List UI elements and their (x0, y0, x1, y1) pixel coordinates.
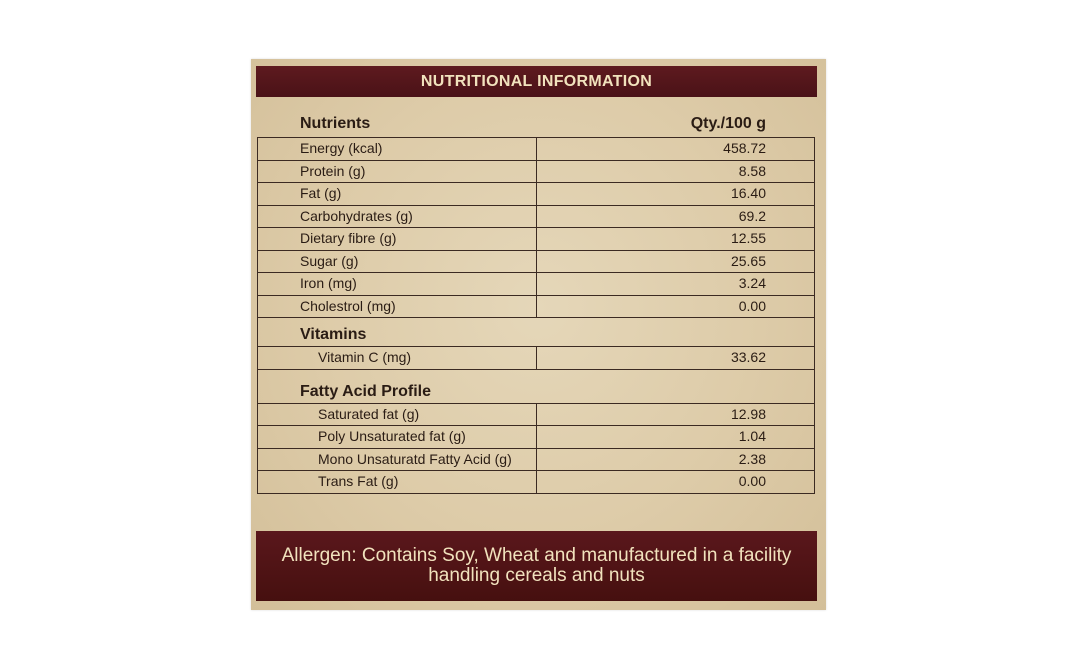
table-row (257, 183, 815, 206)
section-label-fatty-acid: Fatty Acid Profile (300, 382, 431, 400)
section-fatty-acid-profile (257, 370, 815, 404)
nutrient-value: 0.00 (738, 473, 766, 489)
nutrient-value: 8.58 (738, 162, 766, 179)
nutrient-value: 458.72 (723, 140, 766, 156)
nutrient-value: 25.65 (730, 252, 766, 269)
nutrient-value: 1.04 (738, 428, 766, 444)
nutrient-name: Mono Unsaturatd Fatty Acid (g) (258, 449, 537, 471)
nutrient-value: 33.62 (730, 349, 766, 365)
section-vitamins (257, 318, 815, 347)
table-row (257, 296, 815, 319)
table-row (257, 471, 815, 494)
allergen-bar (256, 531, 817, 601)
table-row (257, 449, 815, 472)
section-label-vitamins: Vitamins (300, 326, 367, 343)
nutrient-value: 2.38 (738, 450, 766, 467)
nutrient-value: 0.00 (738, 297, 766, 314)
nutrient-name: Cholestrol (mg) (258, 296, 537, 318)
nutrient-value: 16.40 (730, 185, 766, 201)
table-row (257, 138, 815, 161)
header-nutrients: Nutrients (300, 115, 371, 132)
nutrient-name: Iron (mg) (258, 273, 537, 295)
table-header-row (257, 107, 815, 138)
nutrient-name: Poly Unsaturated fat (g) (258, 426, 537, 448)
nutrient-name: Energy (kcal) (258, 138, 537, 160)
table-row (257, 404, 815, 427)
nutrient-name: Vitamin C (mg) (258, 347, 537, 369)
nutrient-name: Trans Fat (g) (258, 471, 537, 493)
nutrient-value: 69.2 (738, 207, 766, 224)
nutrient-name: Protein (g) (258, 161, 537, 183)
nutrient-name: Saturated fat (g) (258, 404, 537, 426)
nutrition-title: NUTRITIONAL INFORMATION (420, 72, 653, 90)
allergen-text: Allergen: Contains Soy, Wheat and manufactured in a facility handling cereals and nuts (281, 545, 792, 586)
table-row (257, 347, 815, 370)
nutrient-name: Carbohydrates (g) (258, 206, 537, 228)
table-row (257, 206, 815, 229)
table-row (257, 161, 815, 184)
nutrient-name: Dietary fibre (g) (258, 228, 537, 250)
table-row (257, 273, 815, 296)
table-row (257, 251, 815, 274)
nutrient-value: 3.24 (738, 275, 766, 291)
nutrient-name: Sugar (g) (258, 251, 537, 273)
header-quantity: Qty./100 g (690, 115, 766, 132)
nutrient-value: 12.98 (730, 405, 766, 422)
nutrition-table (257, 107, 815, 494)
table-row (257, 426, 815, 449)
title-bar (256, 66, 817, 97)
nutrient-value: 12.55 (730, 230, 766, 246)
nutrition-label-card (251, 59, 826, 610)
nutrient-name: Fat (g) (258, 183, 537, 205)
table-row (257, 228, 815, 251)
